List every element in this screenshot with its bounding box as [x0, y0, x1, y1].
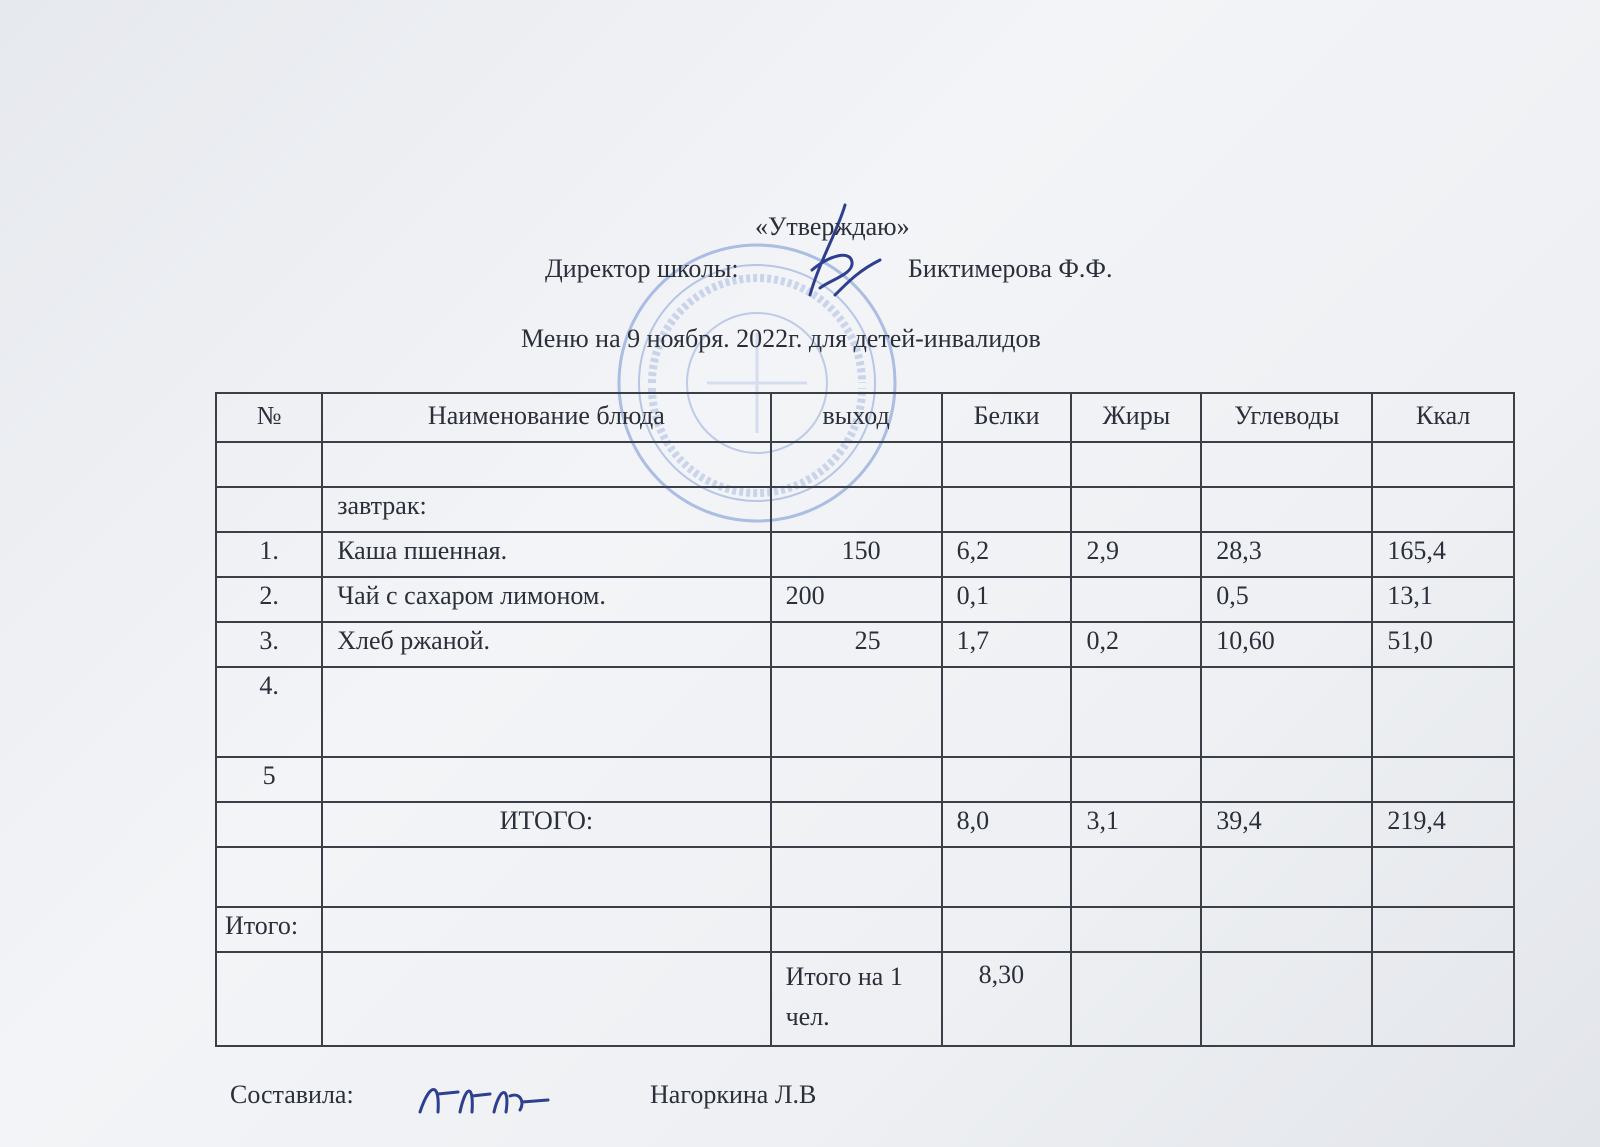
row-number: 2. — [216, 577, 322, 622]
composer-signature — [410, 1072, 550, 1122]
empty-row — [216, 442, 1514, 487]
empty-row — [216, 847, 1514, 907]
dish-output — [771, 757, 942, 802]
dish-fats: 2,9 — [1071, 532, 1201, 577]
dish-proteins — [942, 667, 1072, 757]
dish-proteins — [942, 757, 1072, 802]
per-person-value: 8,30 — [942, 952, 1072, 1046]
table-row — [216, 757, 1514, 802]
row-number: 1. — [216, 532, 322, 577]
dish-kcal — [1372, 757, 1514, 802]
menu-table — [215, 392, 1515, 1047]
composed-by-label: Составила: — [230, 1080, 354, 1109]
dish-carbs: 0,5 — [1201, 577, 1372, 622]
column-header-fats: Жиры — [1071, 393, 1201, 442]
column-header-dish-name: Наименование блюда — [322, 393, 770, 442]
row-number: 3. — [216, 622, 322, 667]
dish-carbs: 28,3 — [1201, 532, 1372, 577]
section-row-breakfast — [216, 487, 1514, 532]
director-label: Директор школы: — [545, 254, 739, 283]
column-header-carbs: Углеводы — [1201, 393, 1372, 442]
itogo-row — [216, 907, 1514, 952]
dish-proteins: 6,2 — [942, 532, 1072, 577]
column-header-number: № — [216, 393, 322, 442]
table-row — [216, 667, 1514, 757]
row-number: 4. — [216, 667, 322, 757]
approval-heading: «Утверждаю» — [755, 212, 910, 241]
director-name: Биктимерова Ф.Ф. — [908, 254, 1113, 283]
dish-name: Хлеб ржаной. — [322, 622, 770, 667]
table-header-row — [216, 393, 1514, 442]
dish-kcal: 13,1 — [1372, 577, 1514, 622]
dish-output: 25 — [771, 622, 942, 667]
dish-output: 200 — [771, 577, 942, 622]
dish-carbs — [1201, 757, 1372, 802]
itogo-label: Итого: — [216, 907, 322, 952]
dish-kcal — [1372, 667, 1514, 757]
dish-output: 150 — [771, 532, 942, 577]
total-carbs: 39,4 — [1201, 802, 1372, 847]
dish-kcal: 51,0 — [1372, 622, 1514, 667]
dish-name — [322, 757, 770, 802]
total-row — [216, 802, 1514, 847]
column-header-proteins: Белки — [942, 393, 1072, 442]
dish-proteins: 1,7 — [942, 622, 1072, 667]
per-person-row — [216, 952, 1514, 1046]
dish-proteins: 0,1 — [942, 577, 1072, 622]
dish-kcal: 165,4 — [1372, 532, 1514, 577]
total-label: ИТОГО: — [322, 802, 770, 847]
row-number: 5 — [216, 757, 322, 802]
dish-fats — [1071, 757, 1201, 802]
dish-carbs: 10,60 — [1201, 622, 1372, 667]
section-label: завтрак: — [322, 487, 770, 532]
column-header-output: выход — [771, 393, 942, 442]
dish-name — [322, 667, 770, 757]
table-row — [216, 622, 1514, 667]
column-header-kcal: Ккал — [1372, 393, 1514, 442]
dish-output — [771, 667, 942, 757]
dish-name: Каша пшенная. — [322, 532, 770, 577]
dish-fats — [1071, 667, 1201, 757]
total-kcal: 219,4 — [1372, 802, 1514, 847]
table-row — [216, 577, 1514, 622]
per-person-label: Итого на 1 чел. — [771, 952, 942, 1046]
total-proteins: 8,0 — [942, 802, 1072, 847]
dish-carbs — [1201, 667, 1372, 757]
total-fats: 3,1 — [1071, 802, 1201, 847]
menu-title: Меню на 9 ноября. 2022г. для детей-инвалидов — [521, 324, 1041, 353]
composed-by-name: Нагоркина Л.В — [650, 1080, 817, 1109]
dish-fats: 0,2 — [1071, 622, 1201, 667]
dish-fats — [1071, 577, 1201, 622]
dish-name: Чай с сахаром лимоном. — [322, 577, 770, 622]
table-row — [216, 532, 1514, 577]
